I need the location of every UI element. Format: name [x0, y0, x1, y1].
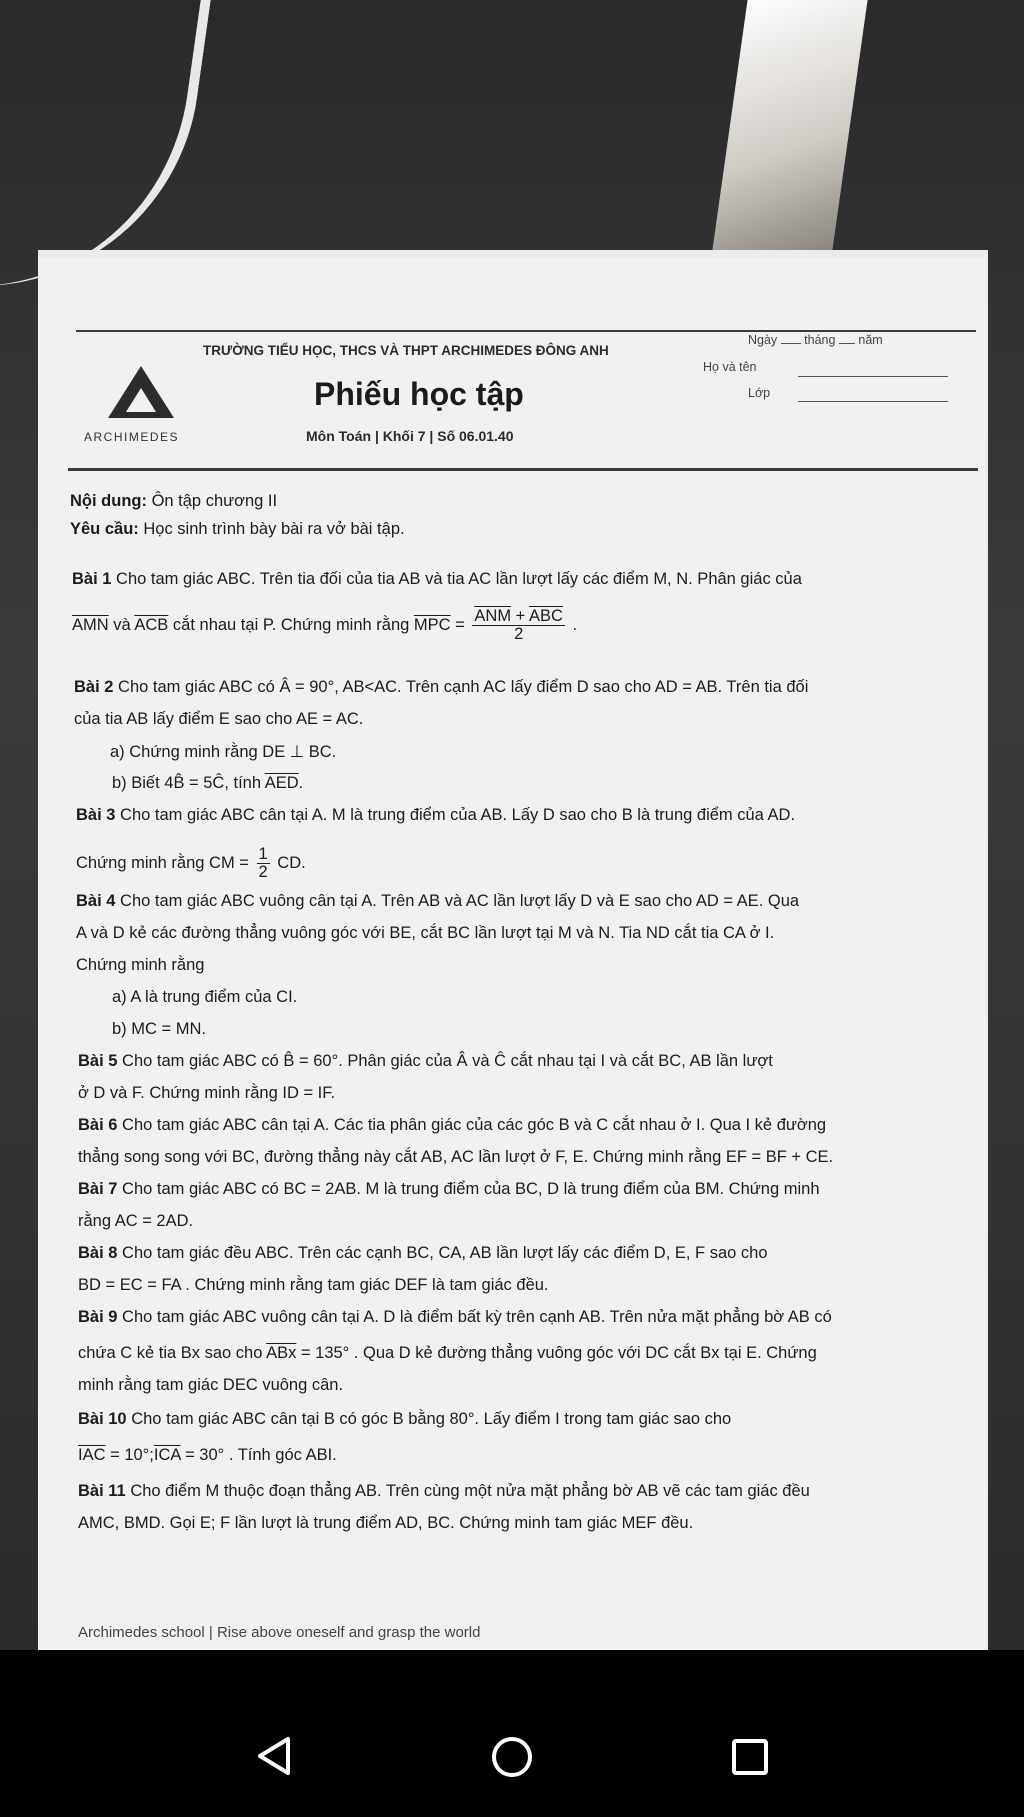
problem-9-line-1: Bài 9 Cho tam giác ABC vuông cân tại A. D là điểm bất kỳ trên cạnh AB. Trên nửa mặt phẳng bờ AB có: [78, 1308, 832, 1326]
problem-9-line-2: chứa C kẻ tia Bx sao cho $\overline{ABx} = 135^\circ$ . Qua D kẻ đường thẳng vuông góc với DC cắt Bx tại E. Chứng: [78, 1344, 817, 1362]
problem-2-line-2: của tia AB lấy điểm E sao cho AE = AC.: [74, 710, 364, 728]
problem-9-line-3: minh rằng tam giác DEC vuông cân.: [78, 1376, 344, 1394]
class-blank[interactable]: [798, 401, 948, 402]
problem-6-line-1: Bài 6 Cho tam giác ABC cân tại A. Các tia phân giác của các góc B và C cắt nhau ở I. Qua I kẻ đường: [78, 1116, 827, 1134]
class-field[interactable]: [748, 386, 770, 400]
problem-3-line-1: Bài 3 Cho tam giác ABC cân tại A. M là trung điểm của AB. Lấy D sao cho B là trung điểm của AD.: [76, 806, 796, 824]
problem-2-line-1: Bài 2 Cho tam giác ABC có Â = 90°, AB<AC. Trên cạnh AC lấy điểm D sao cho AD = AB. Trên tia đối: [74, 678, 809, 696]
problem-5-line-2: ở D và F. Chứng minh rằng ID = IF.: [78, 1084, 336, 1102]
problem-10-line-2: $\overline{IAC}$ = $10^\circ;\overline{ICA} = 30^\circ$ . Tính góc ABI.: [78, 1446, 337, 1464]
problem-11-line-2: AMC, BMD. Gọi E; F lần lượt là trung điểm AD, BC. Chứng minh tam giác MEF đều.: [78, 1514, 694, 1532]
window-light: [712, 0, 867, 250]
fraction: $\frac{\overline{ANM} + \overline{ABC}}{2}$: [474, 607, 563, 644]
problem-8-line-1: Bài 8 Cho tam giác đều ABC. Trên các cạnh BC, CA, AB lần lượt lấy các điểm D, E, F sao cho: [78, 1244, 768, 1262]
problem-4-a: a) A là trung điểm của CI.: [112, 988, 298, 1006]
footer-slogan: Archimedes school | Rise above oneself and grasp the world: [78, 1624, 481, 1641]
navigation-bar: [0, 1650, 1024, 1817]
problem-1-line-1: Bài 1 Cho tam giác ABC. Trên tia đối của tia AB và tia AC lần lượt lấy các điểm M, N. Phân giác của: [72, 570, 802, 588]
back-triangle-icon[interactable]: [254, 1735, 296, 1777]
logo-text: ARCHIMEDES: [84, 430, 180, 444]
problem-4-b: b) MC = MN.: [112, 1020, 206, 1038]
problem-10-line-1: Bài 10 Cho tam giác ABC cân tại B có góc B bằng 80°. Lấy điểm I trong tam giác sao cho: [78, 1410, 732, 1428]
problem-8-line-2: BD = EC = FA . Chứng minh rằng tam giác DEF là tam giác đều.: [78, 1276, 549, 1294]
problem-1-line-2: $\overline{AMN}$ và $\overline{ACB}$ cắt nhau tại P. Chứng minh rằng $\overline{MPC}$ = $\frac{\overline{ANM} + \overline{ABC}}{2}$ .: [72, 607, 578, 644]
name-label: Họ và tên: [703, 360, 757, 374]
recents-square-icon[interactable]: [730, 1737, 770, 1777]
problem-5-line-1: Bài 5 Cho tam giác ABC có B̂ = 60°. Phân giác của Â và Ĉ cắt nhau tại I và cắt BC, AB lần lượt: [78, 1052, 773, 1070]
home-circle-icon[interactable]: [490, 1735, 534, 1779]
header-bottom-rule: [68, 468, 978, 471]
problem-3-line-2: Chứng minh rằng CM = $\frac{1}{2}$ CD.: [76, 845, 306, 882]
date-month-label: tháng: [804, 333, 836, 347]
requirement-line: Yêu cầu: Học sinh trình bày bài ra vở bài tập.: [70, 520, 405, 538]
problem-2-a: a) Chứng minh rằng DE ⊥ BC.: [110, 743, 337, 761]
problem-4-line-3: Chứng minh rằng: [76, 956, 205, 974]
worksheet: [38, 258, 986, 1650]
date-day-label: Ngày: [748, 333, 778, 347]
problem-7-line-2: rằng AC = 2AD.: [78, 1212, 194, 1230]
page-subtitle: Môn Toán | Khối 7 | Số 06.01.40: [306, 428, 514, 444]
problem-7-line-1: Bài 7 Cho tam giác ABC có BC = 2AB. M là trung điểm của BC, D là trung điểm của BM. Chứng minh: [78, 1180, 820, 1198]
name-blank[interactable]: [798, 376, 948, 377]
problem-4-line-1: Bài 4 Cho tam giác ABC vuông cân tại A. Trên AB và AC lần lượt lấy D và E sao cho AD = AE. Qua: [76, 892, 800, 910]
problem-4-line-2: A và D kẻ các đường thẳng vuông góc với BE, cắt BC lần lượt tại M và N. Tia ND cắt tia CA ở I.: [76, 924, 775, 942]
class-label: Lớp: [748, 386, 771, 400]
page-title: Phiếu học tập: [314, 376, 524, 412]
logo-inner: [126, 388, 156, 412]
name-field[interactable]: [703, 360, 757, 374]
problem-6-line-2: thẳng song song với BC, đường thẳng này cắt AB, AC lần lượt ở F, E. Chứng minh rằng EF = BF + CE.: [78, 1148, 834, 1166]
problem-2-b: b) Biết 4B̂ = 5Ĉ, tính $\overline{AED}$.: [112, 774, 304, 792]
date-field[interactable]: [748, 333, 883, 347]
header-top-rule: [76, 330, 976, 332]
school-name: TRƯỜNG TIỂU HỌC, THCS VÀ THPT ARCHIMEDES ĐÔNG ANH: [203, 343, 609, 358]
topic-line: Nội dung: Ôn tập chương II: [70, 492, 278, 510]
date-year-label: năm: [858, 333, 883, 347]
problem-11-line-1: Bài 11 Cho điểm M thuộc đoạn thẳng AB. Trên cùng một nửa mặt phẳng bờ AB vẽ các tam giác đều: [78, 1482, 810, 1500]
